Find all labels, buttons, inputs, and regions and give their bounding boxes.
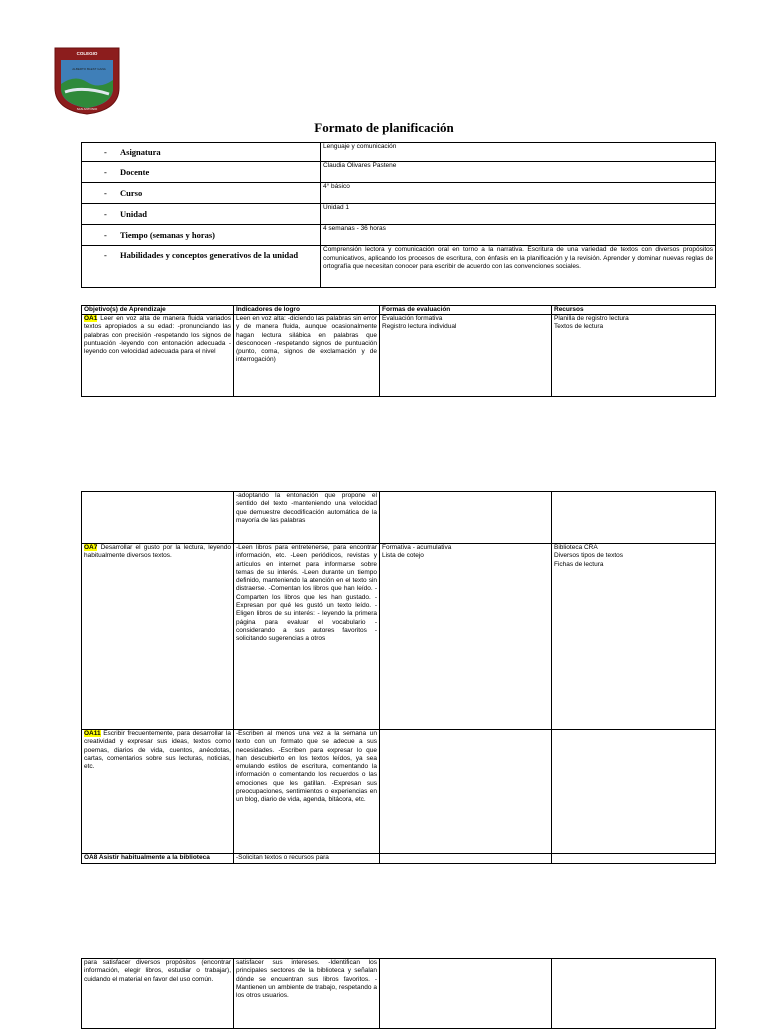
resource-item: Diversos tipos de textos bbox=[554, 552, 624, 560]
indicators-cell: Leen en voz alta: -diciendo las palabras sin error y de manera fluida, aunque ocasionalmente hagan lectura silábica en palabras que desconocen -respetando signos de puntuación (punto, coma, signos de exclamación y de interrogación) bbox=[234, 315, 380, 397]
table-row bbox=[82, 315, 716, 397]
info-row bbox=[82, 225, 716, 246]
resources-cell bbox=[552, 959, 716, 1029]
planning-table-page-2 bbox=[81, 491, 716, 864]
school-logo bbox=[53, 44, 121, 116]
info-row bbox=[82, 183, 716, 204]
info-label: - Docente bbox=[82, 162, 321, 183]
planning-table-page-1 bbox=[81, 305, 716, 397]
evaluation-cell bbox=[380, 544, 552, 730]
planning-table-page-3 bbox=[81, 958, 716, 1029]
objective-cell bbox=[82, 492, 234, 544]
evaluation-item: Lista de cotejo bbox=[382, 552, 424, 560]
objective-cell: OA8 Asistir habitualmente a la biblioteca bbox=[82, 854, 234, 864]
info-value: Lenguaje y comunicación bbox=[321, 143, 716, 162]
info-label: - Asignatura bbox=[82, 143, 321, 162]
logo-top-text: COLEGIO bbox=[76, 51, 98, 56]
evaluation-item: Evaluación formativa bbox=[382, 315, 443, 322]
info-label-text: Unidad bbox=[120, 209, 147, 219]
info-value: 4° básico bbox=[321, 183, 716, 204]
objective-cell: para satisfacer diversos propósitos (encontrar información, elegir libros, estudiar o trabajar), cuidando el material en favor del uso común. bbox=[82, 959, 234, 1029]
evaluation-cell bbox=[380, 959, 552, 1029]
header-evaluation: Formas de evaluación bbox=[380, 306, 552, 315]
objective-code: OA1 bbox=[84, 315, 98, 322]
header-resources: Recursos bbox=[552, 306, 716, 315]
info-value: 4 semanas - 36 horas bbox=[321, 225, 716, 246]
indicators-cell: -Solicitan textos o recursos para bbox=[234, 854, 380, 864]
table-header-row bbox=[82, 306, 716, 315]
objective-cell bbox=[82, 315, 234, 397]
evaluation-cell bbox=[380, 492, 552, 544]
info-label-text: Habilidades y conceptos generativos de la unidad bbox=[120, 250, 299, 260]
info-label-text: Tiempo (semanas y horas) bbox=[120, 230, 215, 240]
resources-cell bbox=[552, 544, 716, 730]
resource-item: Biblioteca CRA bbox=[554, 544, 598, 551]
evaluation-item: Formativa - acumulativa bbox=[382, 544, 452, 551]
indicators-cell: -Escriben al menos una vez a la semana un texto con un formato que se adecue a sus necesidades. -Escriben para expresar lo que han descubierto en los textos leídos, ya sea emulando estilos de escritura, comentando la información o comentando los recuerdos o las emociones que les gatillan. -Expresan sus preocupaciones, sentimientos o experiencias en un blog, diario de vida, agenda, bitácora, etc. bbox=[234, 730, 380, 854]
resource-item: Textos de lectura bbox=[554, 323, 604, 331]
logo-name-text: ALBERTO BLEST GANA bbox=[72, 67, 106, 71]
objective-cell bbox=[82, 730, 234, 854]
resource-item: Planilla de registro lectura bbox=[554, 315, 629, 322]
evaluation-cell bbox=[380, 315, 552, 397]
indicators-cell: -adoptando la entonación que propone el sentido del texto -manteniendo una velocidad que demuestre decodificación automática de la mayoría de las palabras bbox=[234, 492, 380, 544]
objective-code: OA7 bbox=[84, 544, 98, 551]
info-label: - Tiempo (semanas y horas) bbox=[82, 225, 321, 246]
resources-cell bbox=[552, 492, 716, 544]
info-value: Unidad 1 bbox=[321, 204, 716, 225]
indicators-cell: -Leen libros para entretenerse, para encontrar información, etc. -Leen periódicos, revistas y artículos en internet para informarse sobre temas de su interés. -Leen durante un tiempo definido, manteniendo la atención en el texto sin distraerse. -Comentan los libros que han leído. -Comparten los libros que les han gustado. -Expresan por qué les gustó un texto leído. -Eligen libros de su interés: - leyendo la primera página para evaluar el vocabulario - considerando a sus autores favoritos - solicitando sugerencias a otros bbox=[234, 544, 380, 730]
info-row bbox=[82, 162, 716, 183]
indicators-cell: satisfacer sus intereses. -Identifican los principales sectores de la biblioteca y señalan dónde se encuentran sus libros favoritos. -Mantienen un ambiente de trabajo, respetando a los otros usuarios. bbox=[234, 959, 380, 1029]
logo-bottom-text: SAN ANTONIO bbox=[76, 107, 98, 111]
resources-cell bbox=[552, 730, 716, 854]
info-value: Claudia Olivares Pastene bbox=[321, 162, 716, 183]
info-label-text: Curso bbox=[120, 188, 143, 198]
table-row bbox=[82, 854, 716, 864]
info-label: - Habilidades y conceptos generativos de la unidad bbox=[82, 246, 321, 288]
objective-text: Leer en voz alta de manera fluida variados textos apropiados a su edad: -pronunciando las palabras con precisión -respetando los signos de puntuación -leyendo con entonación adecuada -leyendo con velocidad adecuada para el nivel bbox=[84, 315, 231, 356]
info-value: Comprensión lectora y comunicación oral en torno a la narrativa. Escritura de una variedad de textos con diversos propósitos comunicativos, aplicando los procesos de escritura, con énfasis en la planificación y la revisión. Aprender y dominar nuevas reglas de ortografía que necesitan conocer para escribir de acuerdo con las convenciones sociales. bbox=[321, 246, 716, 288]
table-row bbox=[82, 730, 716, 854]
evaluation-cell bbox=[380, 854, 552, 864]
resource-item: Fichas de lectura bbox=[554, 560, 604, 568]
objective-cell bbox=[82, 544, 234, 730]
document-title: Formato de planificación bbox=[314, 120, 454, 135]
course-info-table bbox=[81, 142, 716, 288]
objective-code: OA11 bbox=[84, 730, 101, 737]
info-label: - Unidad bbox=[82, 204, 321, 225]
info-row bbox=[82, 143, 716, 162]
table-row bbox=[82, 959, 716, 1029]
info-label: - Curso bbox=[82, 183, 321, 204]
info-label-text: Docente bbox=[120, 167, 150, 177]
objective-text: Escribir frecuentemente, para desarrollar la creatividad y expresar sus ideas, textos como poemas, diarios de vida, cuentos, anécdotas, cartas, comentarios sobre sus lecturas, noticias, etc. bbox=[84, 730, 231, 771]
resources-cell bbox=[552, 854, 716, 864]
header-indicators: Indicadores de logro bbox=[234, 306, 380, 315]
info-row bbox=[82, 204, 716, 225]
objective-text: Desarrollar el gusto por la lectura, leyendo habitualmente diversos textos. bbox=[84, 544, 231, 560]
evaluation-cell bbox=[380, 730, 552, 854]
evaluation-item: Registro lectura individual bbox=[382, 323, 457, 331]
header-objectives: Objetivo(s) de Aprendizaje bbox=[82, 306, 234, 315]
table-row bbox=[82, 544, 716, 730]
info-label-text: Asignatura bbox=[120, 147, 161, 157]
resources-cell bbox=[552, 315, 716, 397]
table-row bbox=[82, 492, 716, 544]
info-row bbox=[82, 246, 716, 288]
